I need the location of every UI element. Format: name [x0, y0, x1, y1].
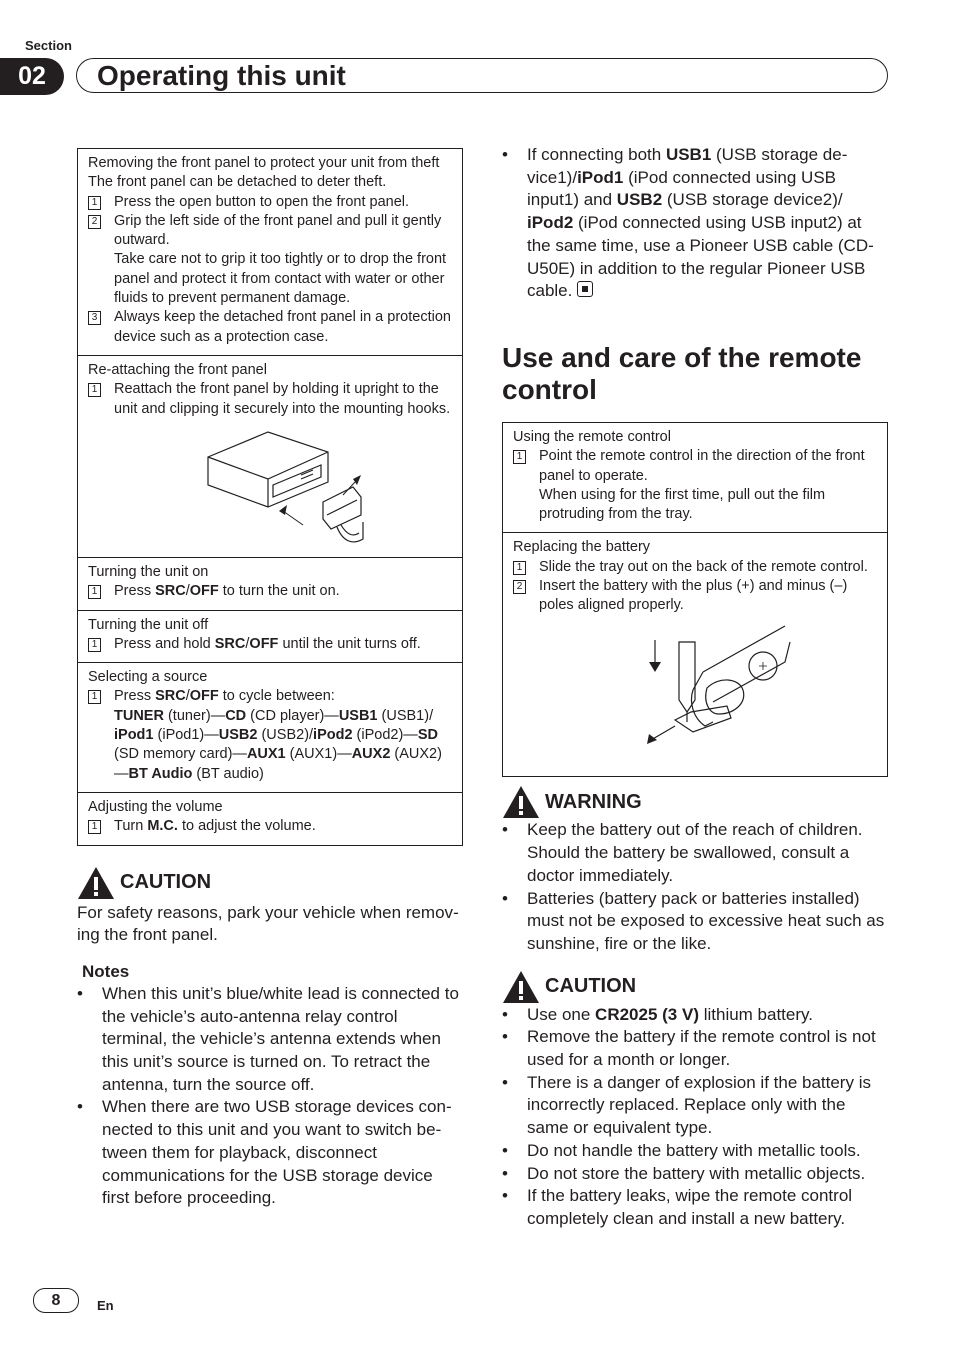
source-name: BT Audio — [128, 765, 193, 782]
caution-heading — [77, 866, 463, 900]
step-text — [114, 687, 452, 783]
page-title: Operating this unit — [97, 60, 346, 91]
cell-title: Removing the front panel to protect your unit from theft — [88, 155, 440, 171]
list-item-text: Remove the battery if the remote control is not used for a month or longer. — [527, 1027, 876, 1070]
procedure-table — [77, 148, 463, 846]
bullet: • — [502, 1163, 508, 1183]
step-number: 1 — [88, 638, 101, 652]
step-number: 3 — [88, 311, 101, 325]
step-text — [114, 212, 452, 308]
section-label: Section — [25, 38, 72, 53]
step-text — [539, 447, 877, 524]
step-number: 2 — [88, 215, 101, 229]
list-item — [502, 1163, 888, 1186]
replace-battery-cell — [503, 532, 887, 776]
warning-triangle-icon — [502, 970, 540, 1004]
usb-cable-note — [527, 144, 888, 303]
bullet: • — [502, 145, 508, 164]
list-item-text — [527, 1004, 888, 1027]
step — [88, 582, 452, 601]
source-desc: (BT audio) — [192, 765, 264, 782]
step-text: Insert the battery with the plus (+) and minus (–) poles aligned properly. — [539, 578, 848, 614]
source-desc: (AUX2)— — [114, 746, 442, 782]
text-run: / — [245, 635, 250, 652]
section-number: 02 — [18, 62, 46, 90]
text-run: Press and hold — [114, 635, 215, 652]
step-number: 1 — [513, 450, 526, 464]
battery-illustration — [635, 622, 795, 752]
warning-block — [502, 785, 888, 955]
left-column — [77, 148, 463, 1210]
source-list — [114, 708, 442, 782]
text-run: If connecting both — [527, 145, 666, 164]
section-heading: Use and care of the remote control — [502, 341, 862, 405]
source-desc: (SD memory card)— — [114, 746, 247, 763]
warning-triangle-icon — [502, 785, 540, 819]
key-src: SRC — [155, 583, 186, 600]
caution-heading — [502, 970, 888, 1004]
source-desc: (USB2)/ — [257, 727, 314, 744]
caution-block — [77, 866, 463, 947]
cell-title: Using the remote control — [513, 428, 671, 445]
volume-cell — [78, 792, 462, 845]
list-item — [502, 144, 888, 303]
step-number: 1 — [88, 383, 101, 397]
source-name: CD — [225, 707, 247, 724]
step-text — [114, 817, 452, 836]
list-item — [77, 1096, 463, 1210]
list-item — [502, 1185, 888, 1230]
select-source-cell — [78, 662, 462, 792]
step-text — [114, 582, 452, 601]
step-text — [114, 635, 452, 654]
front-panel-illustration — [203, 427, 373, 547]
source-desc: (AUX1)— — [285, 746, 352, 763]
step — [513, 558, 877, 577]
page-title-frame — [76, 58, 888, 93]
source-desc: (tuner)— — [163, 707, 226, 724]
list-item-text: Do not handle the battery with metallic tools. — [527, 1140, 861, 1160]
step — [88, 193, 452, 212]
key-src: SRC — [214, 635, 246, 652]
list-item-text: If the battery leaks, wipe the remote control completely clean and install a new battery. — [527, 1186, 853, 1228]
text-run: Use one — [527, 1004, 596, 1024]
cell-title: Re-attaching the front panel — [88, 361, 267, 378]
term-ipod1: iPod1 — [577, 167, 624, 187]
end-mark-icon — [577, 281, 593, 297]
caution-heading-text: CAUTION — [545, 975, 637, 998]
cell-title: Turning the unit on — [88, 563, 209, 580]
section-number-badge — [0, 58, 64, 95]
step-sub-text: Take care not to grip it too tightly or to drop the front panel and protect it from contact with water or other fluids to prevent permanent damage. — [114, 251, 447, 307]
term-usb1: USB1 — [665, 145, 712, 164]
notes-block — [77, 961, 463, 1210]
key-src: SRC — [155, 688, 186, 705]
list-item — [502, 1004, 888, 1027]
source-name: AUX1 — [246, 746, 286, 763]
step-number: 1 — [88, 820, 101, 834]
caution-text: For safety reasons, park your vehicle when removing the front panel. — [77, 902, 459, 945]
step — [88, 308, 452, 347]
page-number: 8 — [33, 1288, 79, 1313]
caution-heading-text: CAUTION — [120, 871, 212, 894]
text-run: Turn — [114, 818, 148, 835]
list-item-text: When there are two USB storage devices connected to this unit and you want to switch between them for playback, disconnect communications for the USB storage device first before proceeding. — [102, 1097, 452, 1208]
cell-title: Replacing the battery — [513, 539, 651, 556]
text-run: lithium battery. — [698, 1004, 813, 1024]
text-run: / — [185, 688, 190, 705]
list-item — [502, 1072, 888, 1140]
bullet: • — [502, 1140, 508, 1160]
right-column — [502, 144, 888, 1231]
step-text: Press the open button to open the front panel. — [114, 193, 410, 210]
list-item-text: There is a danger of explosion if the battery is incorrectly replaced. Replace only with the same or equivalent type. — [527, 1072, 871, 1138]
step — [88, 380, 452, 419]
key-off: OFF — [249, 635, 279, 652]
step — [88, 687, 452, 783]
list-item — [502, 1140, 888, 1163]
text-run: Press — [114, 583, 156, 600]
step-text: Slide the tray out on the back of the remote control. — [539, 558, 868, 575]
warning-triangle-icon — [77, 866, 115, 900]
source-desc: (USB1)/ — [377, 707, 434, 724]
list-item — [502, 888, 888, 956]
step-number: 1 — [88, 196, 101, 210]
reattach-panel-cell — [78, 355, 462, 557]
step — [88, 212, 452, 308]
step — [88, 817, 452, 836]
source-desc: (iPod1)— — [153, 727, 219, 744]
bullet: • — [502, 1186, 508, 1206]
text-run: to turn the unit on. — [218, 583, 340, 600]
source-name: SD — [417, 727, 438, 744]
key-off: OFF — [189, 688, 219, 705]
text-run: to cycle between: — [218, 688, 335, 705]
battery-type: CR2025 (3 V) — [595, 1004, 699, 1024]
text-run: / — [185, 583, 190, 600]
source-name: iPod2 — [313, 727, 353, 744]
cell-title: Selecting a source — [88, 669, 208, 686]
term-usb2: USB2 — [616, 190, 663, 210]
text-run: (iPod connected using USB input1) and — [527, 167, 836, 210]
notes-heading: Notes — [82, 961, 130, 981]
text-run: to adjust the volume. — [177, 818, 316, 835]
source-name: iPod1 — [114, 727, 154, 744]
turn-off-cell — [78, 610, 462, 663]
using-remote-cell — [503, 423, 887, 532]
step-number: 1 — [88, 690, 101, 704]
source-desc: (iPod2)— — [352, 727, 418, 744]
step-number: 2 — [513, 580, 526, 594]
bullet: • — [502, 1004, 508, 1024]
warning-heading — [502, 785, 888, 819]
cell-intro: The front panel can be detached to deter theft. — [88, 174, 387, 191]
term-ipod2: iPod2 — [527, 213, 574, 233]
list-item — [77, 983, 463, 1097]
step-number: 1 — [88, 585, 101, 599]
text-run: (USB storage device2)/ — [662, 190, 843, 210]
bullet: • — [77, 983, 83, 1003]
step-text: Reattach the front panel by holding it upright to the unit and clipping it securely into the mounting hooks. — [114, 381, 451, 417]
list-item-text: Do not store the battery with metallic objects. — [527, 1163, 866, 1183]
warning-heading-text: WARNING — [545, 790, 642, 813]
remove-panel-cell — [78, 149, 462, 355]
step-text: Always keep the detached front panel in a protection device such as a protection case. — [114, 309, 451, 345]
list-item-text: When this unit’s blue/white lead is connected to the vehicle’s auto-antenna relay control terminal, the vehicle’s antenna extends when this unit’s source is turned on. To retract the antenna, turn the source off. — [102, 983, 459, 1094]
text-run: until the unit turns off. — [278, 635, 421, 652]
key-mc: M.C. — [147, 818, 178, 835]
cell-title: Adjusting the volume — [88, 798, 223, 815]
source-name: USB2 — [218, 727, 258, 744]
source-name: AUX2 — [351, 746, 391, 763]
cell-title: Turning the unit off — [88, 616, 209, 633]
list-item-text: Batteries (battery pack or batteries installed) must not be exposed to excessive heat such as sunshine, fire or the like. — [527, 888, 885, 953]
step-number: 1 — [513, 561, 526, 575]
step — [513, 577, 877, 616]
language-code: En — [97, 1298, 114, 1313]
bullet: • — [502, 1027, 508, 1047]
step — [513, 447, 877, 524]
step-main-text: Point the remote control in the direction of the front panel to operate. — [539, 448, 865, 484]
list-item — [502, 819, 888, 887]
key-off: OFF — [189, 583, 219, 600]
bullet: • — [502, 1072, 508, 1092]
source-name: USB1 — [338, 707, 378, 724]
source-name: TUNER — [114, 707, 164, 724]
caution-block — [502, 970, 888, 1231]
list-item-text: Keep the battery out of the reach of children. Should the battery be swallowed, consult a doctor immediately. — [527, 820, 863, 885]
text-run: Press — [114, 688, 156, 705]
list-item — [502, 1026, 888, 1071]
step-sub-text: When using for the first time, pull out the film protruding from the tray. — [539, 486, 826, 523]
bullet: • — [502, 820, 508, 840]
step-main-text: Grip the left side of the front panel and pull it gently outward. — [114, 212, 442, 249]
turn-on-cell — [78, 557, 462, 610]
text-run: (USB storage device1)/ — [527, 145, 848, 187]
source-desc: (CD player)— — [246, 707, 339, 724]
remote-procedure-table — [502, 422, 888, 777]
step — [88, 635, 452, 654]
bullet: • — [502, 888, 508, 908]
text-run: (iPod connected using USB input2) at the same time, use a Pioneer USB cable (CD-U50E) in addition to the regular Pioneer USB cable. — [527, 213, 874, 301]
bullet: • — [77, 1097, 83, 1117]
